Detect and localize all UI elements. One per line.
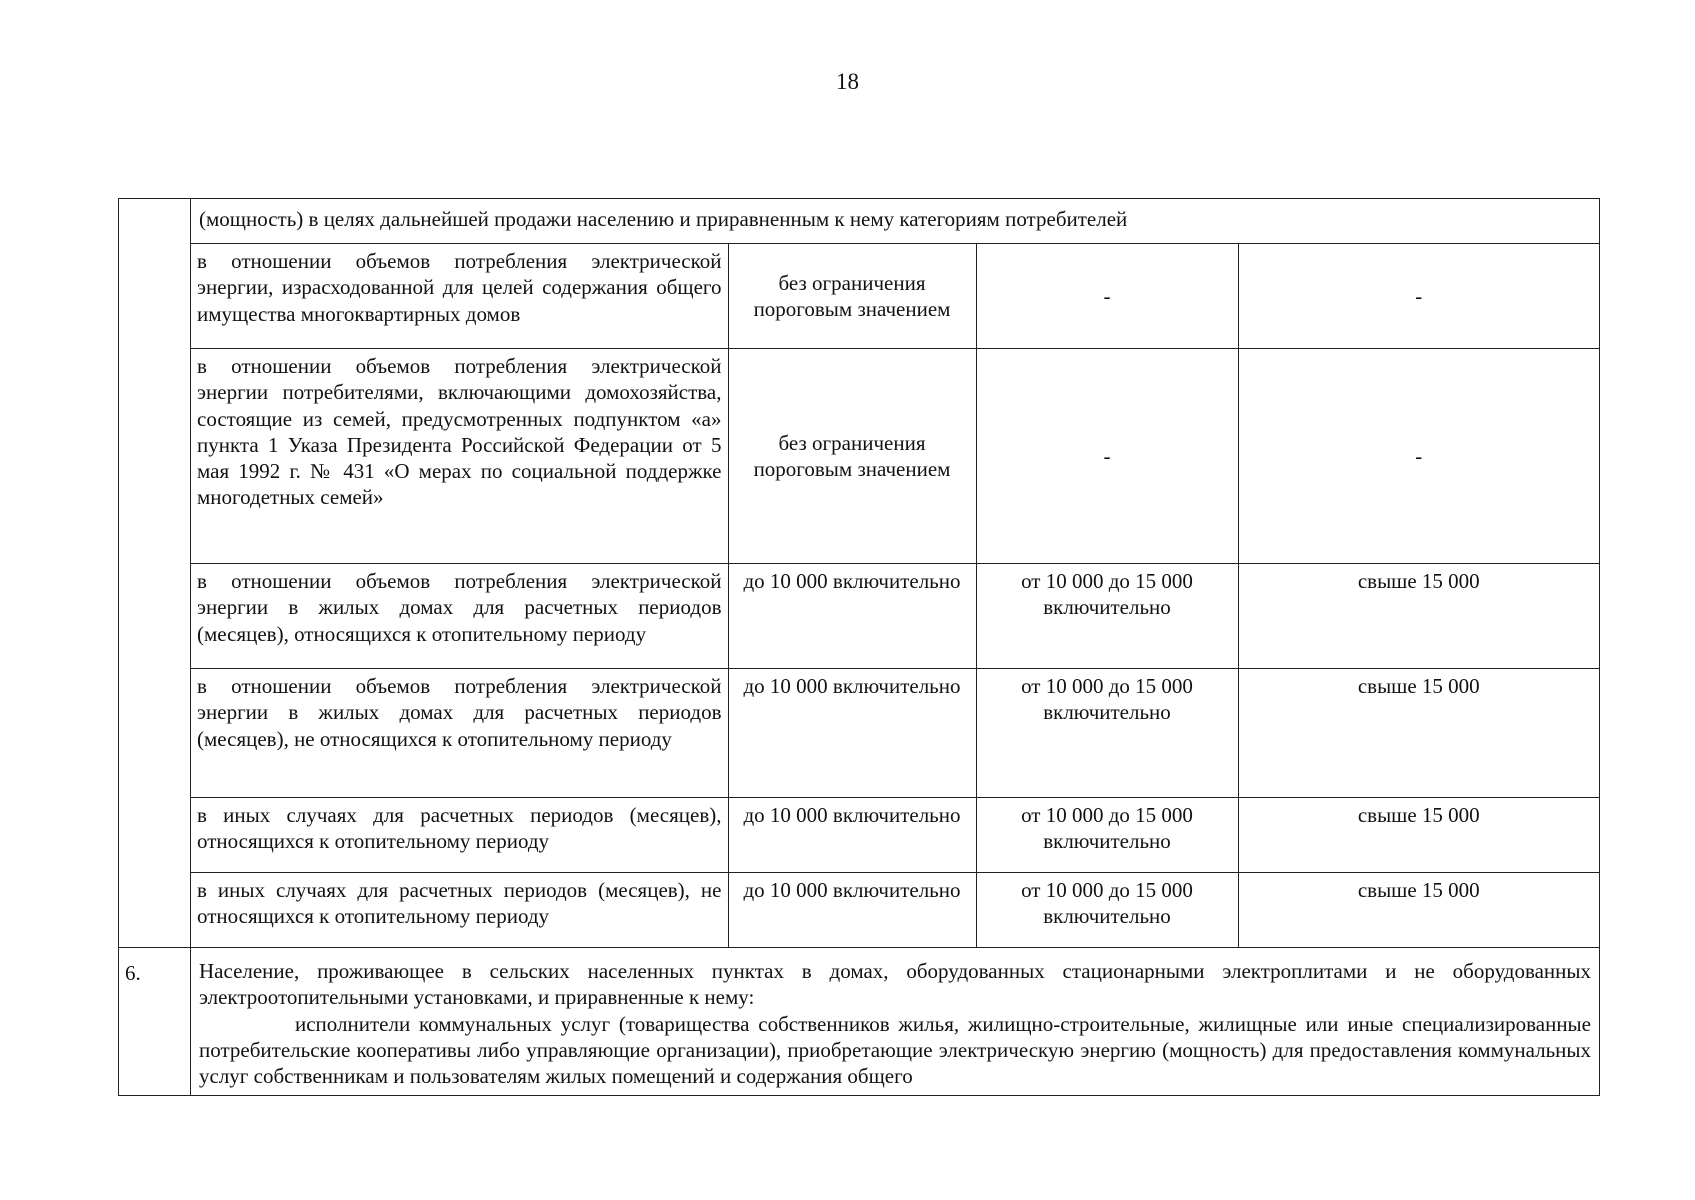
continuation-text: (мощность) в целях дальнейшей продажи населению и приравненным к нему категориям потребителей [191, 199, 1600, 244]
row-threshold-2: - [976, 244, 1238, 349]
table-row [191, 349, 1599, 564]
subrows-container [191, 244, 1600, 948]
row-threshold-1: без ограничения пороговым значением [728, 349, 976, 564]
row-threshold-3: свыше 15 000 [1238, 564, 1599, 669]
row-threshold-3: свыше 15 000 [1238, 798, 1599, 873]
row-description: в иных случаях для расчетных периодов (месяцев), не относящихся к отопительному периоду [191, 873, 728, 948]
table-row [191, 798, 1599, 873]
section-6-row [119, 948, 1600, 1096]
section-6-paragraph-1: Население, проживающее в сельских населенных пунктах в домах, оборудованных стационарными электроплитами и не оборудованных электроотопительными установками, и приравненные к нему: [199, 959, 1591, 1010]
row-threshold-2: - [976, 349, 1238, 564]
row-threshold-3: - [1238, 349, 1599, 564]
row-threshold-2: от 10 000 до 15 000 включительно [976, 564, 1238, 669]
row-description: в отношении объемов потребления электрической энергии в жилых домах для расчетных периодов (месяцев), относящихся к отопительному периоду [191, 564, 728, 669]
section-6-text [191, 948, 1600, 1096]
tariff-table [118, 198, 1600, 1096]
section-5-number-cell [119, 199, 191, 948]
section-6-paragraph-2: исполнители коммунальных услуг (товарищества собственников жилья, жилищно-строительные, жилищные или иные специализированные потребительские кооперативы либо управляющие организации), приобретающие электрическую энергию (мощность) для предоставления коммунальных услуг собственникам и пользователям жилых помещений и содержания общего [199, 1011, 1591, 1088]
section-5-continuation [119, 199, 1600, 244]
row-threshold-1: до 10 000 включительно [728, 564, 976, 669]
table-row [191, 873, 1599, 948]
row-threshold-2: от 10 000 до 15 000 включительно [976, 873, 1238, 948]
row-threshold-3: - [1238, 244, 1599, 349]
row-threshold-3: свыше 15 000 [1238, 873, 1599, 948]
page-number: 18 [836, 69, 859, 94]
row-threshold-2: от 10 000 до 15 000 включительно [976, 669, 1238, 798]
row-threshold-1: без ограничения пороговым значением [728, 244, 976, 349]
row-description: в отношении объемов потребления электрической энергии потребителями, включающими домохозяйства, состоящие из семей, предусмотренных подпунктом «а» пункта 1 Указа Президента Российской Федерации от 5 мая 1992 г. № 431 «О мерах по социальной поддержке многодетных семей» [191, 349, 728, 564]
row-threshold-3: свыше 15 000 [1238, 669, 1599, 798]
row-threshold-1: до 10 000 включительно [728, 669, 976, 798]
row-threshold-1: до 10 000 включительно [728, 873, 976, 948]
row-description: в отношении объемов потребления электрической энергии в жилых домах для расчетных периодов (месяцев), не относящихся к отопительному периоду [191, 669, 728, 798]
row-threshold-1: до 10 000 включительно [728, 798, 976, 873]
table-row [191, 244, 1599, 349]
table-row [191, 564, 1599, 669]
subrows-table [191, 244, 1599, 947]
row-description: в иных случаях для расчетных периодов (месяцев), относящихся к отопительному периоду [191, 798, 728, 873]
row-description: в отношении объемов потребления электрической энергии, израсходованной для целей содержания общего имущества многоквартирных домов [191, 244, 728, 349]
row-threshold-2: от 10 000 до 15 000 включительно [976, 798, 1238, 873]
section-6-number: 6. [119, 948, 191, 1096]
table-row [191, 669, 1599, 798]
